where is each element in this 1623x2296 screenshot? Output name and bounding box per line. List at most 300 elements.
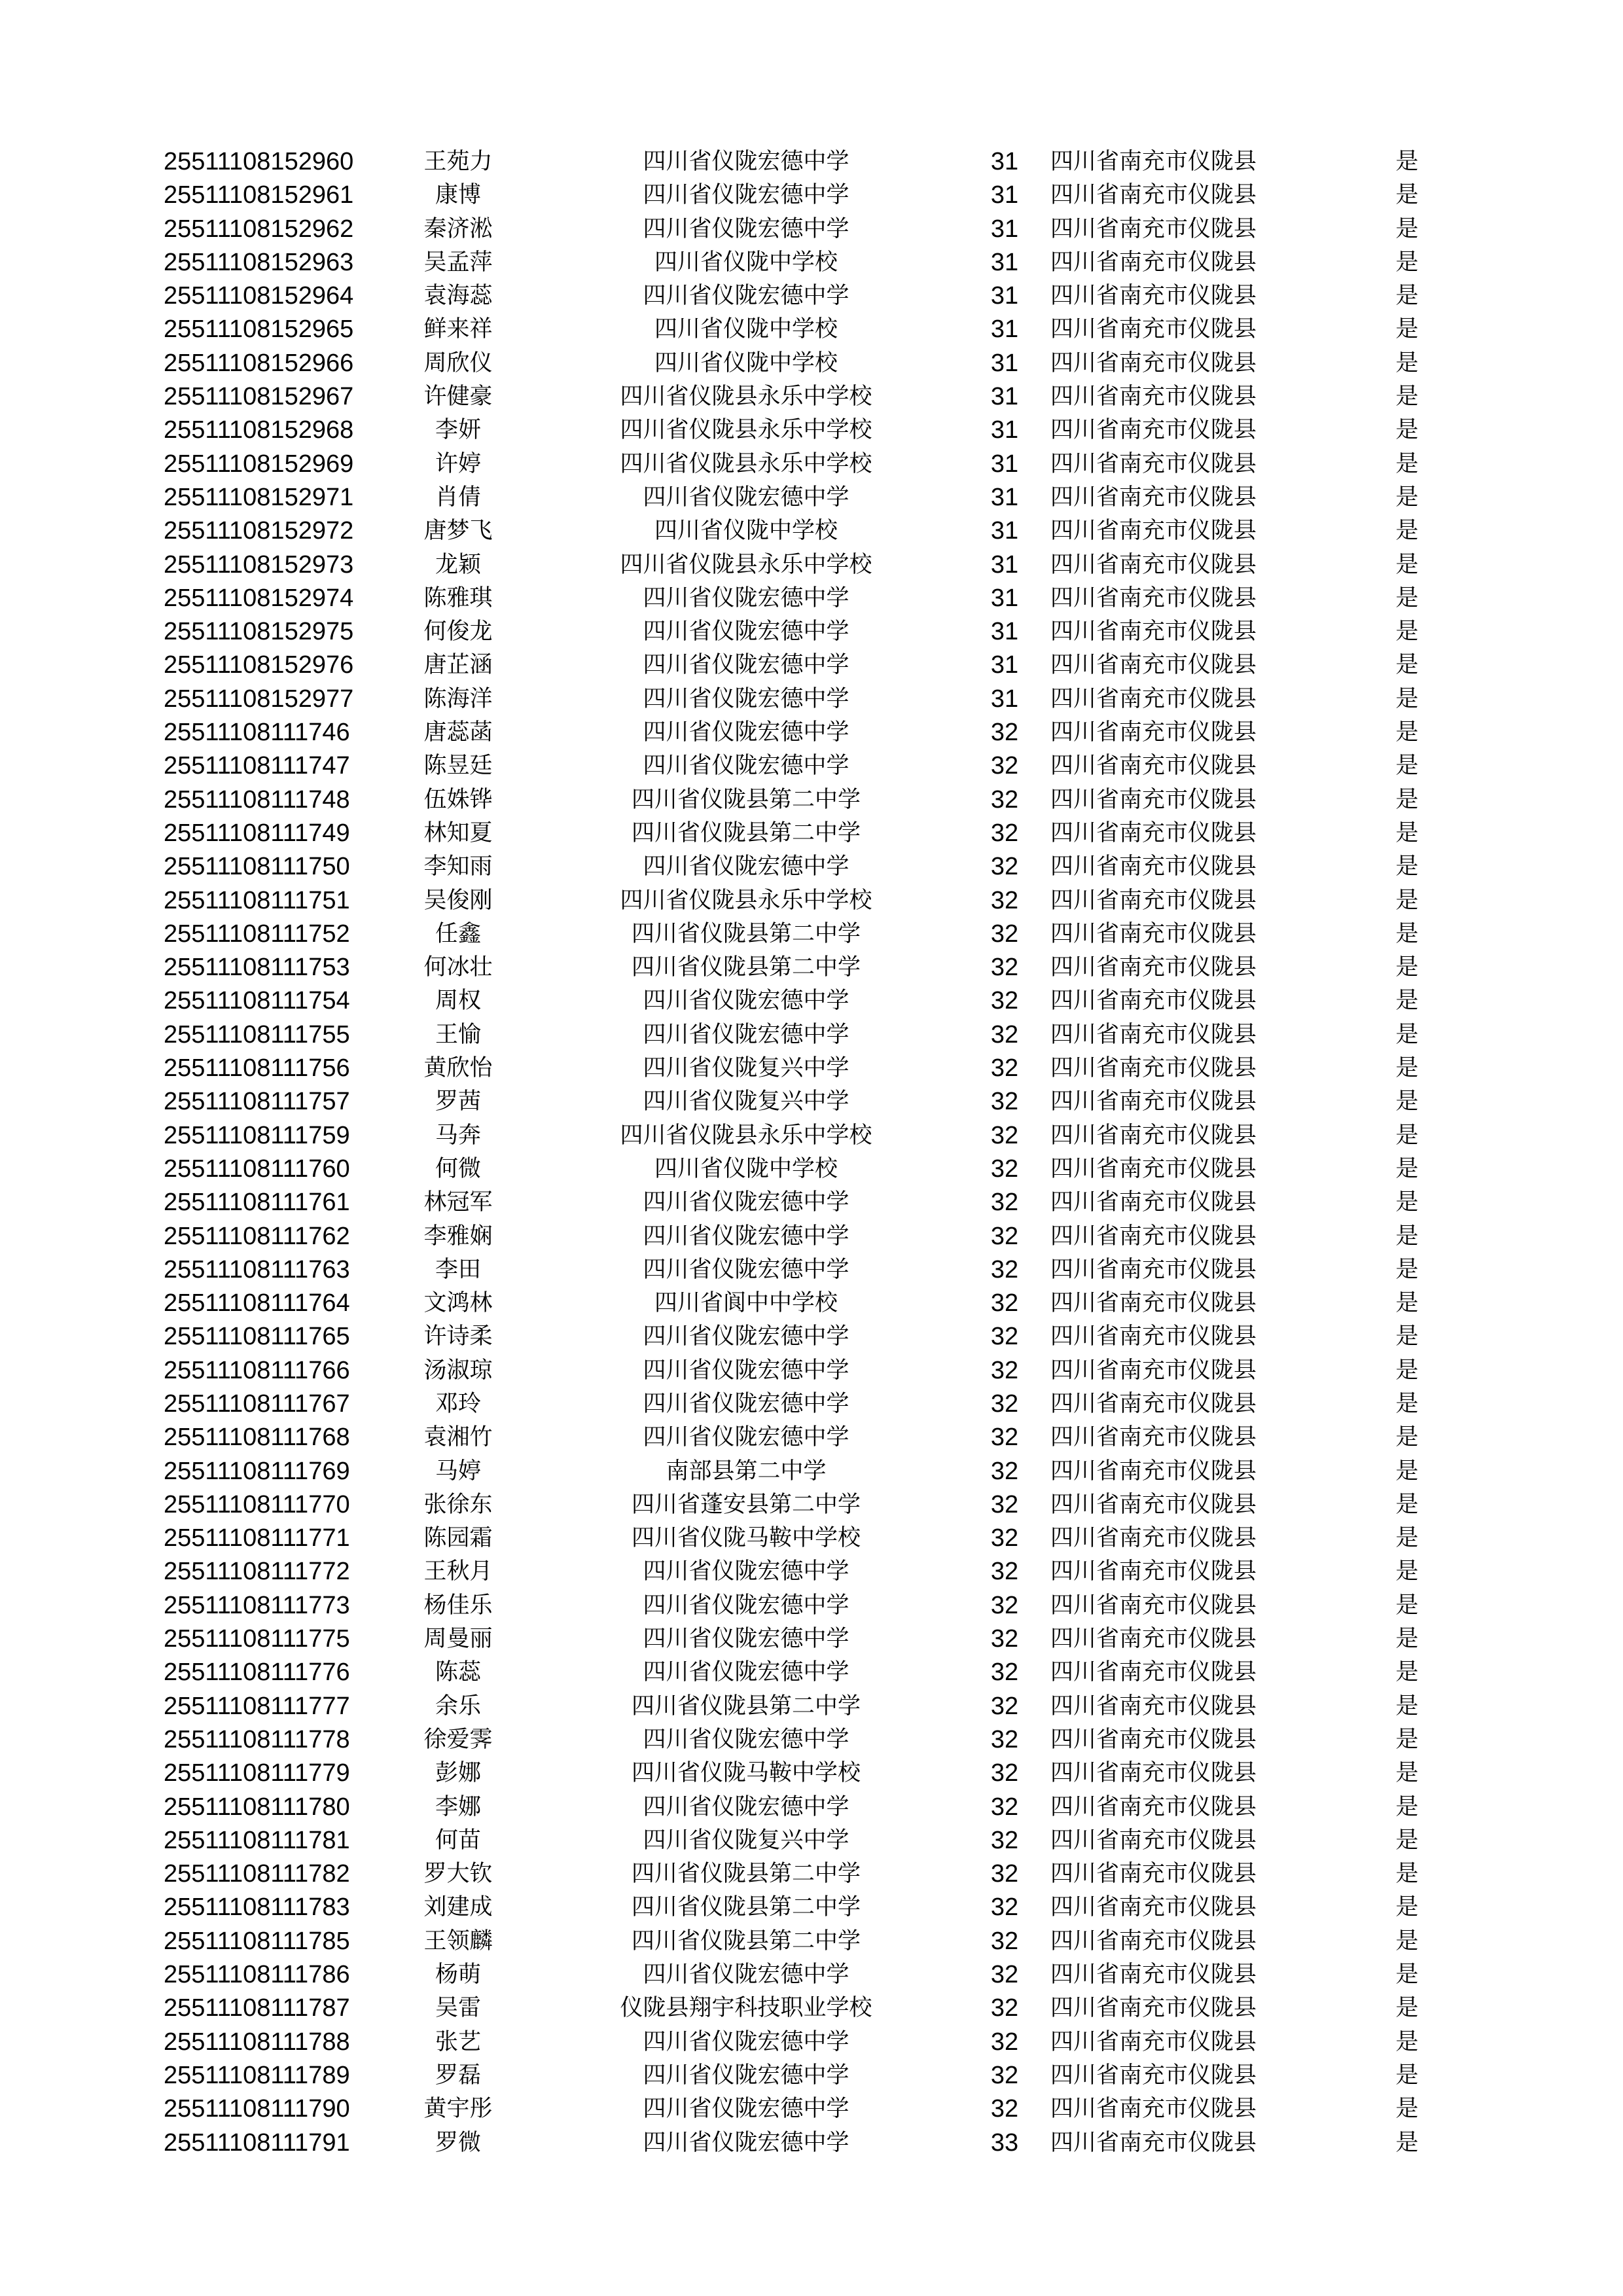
student-name-cell: 伍姝铧 (423, 786, 493, 813)
status-flag-cell: 是 (1395, 1558, 1419, 1585)
exam-number-cell: 25511108111750 (164, 853, 350, 881)
table-row (0, 951, 1623, 984)
region-cell: 四川省南充市仪陇县 (1050, 1962, 1257, 1988)
student-name-cell: 王愉 (435, 1021, 481, 1048)
rank-value-cell: 32 (990, 1524, 1019, 1552)
student-name-cell: 李知雨 (423, 853, 493, 880)
school-name-cell: 四川省仪陇中学校 (654, 249, 838, 276)
school-name-cell: 四川省仪陇县第二中学 (631, 1861, 861, 1888)
school-name-cell: 四川省仪陇宏德中学 (643, 1962, 849, 1988)
table-row (0, 1388, 1623, 1421)
student-name-cell: 周权 (435, 988, 481, 1014)
exam-number-cell: 25511108111765 (164, 1323, 350, 1351)
region-cell: 四川省南充市仪陇县 (1050, 1726, 1257, 1753)
student-name-cell: 马婷 (435, 1458, 481, 1484)
table-row (0, 1253, 1623, 1287)
exam-number-cell: 25511108111775 (164, 1625, 350, 1653)
region-cell: 四川省南充市仪陇县 (1050, 2028, 1257, 2055)
region-cell: 四川省南充市仪陇县 (1050, 652, 1257, 679)
table-row (0, 1522, 1623, 1555)
student-list-table (0, 145, 1623, 2160)
rank-value-cell: 32 (990, 1893, 1019, 1922)
region-cell: 四川省南充市仪陇县 (1050, 249, 1257, 276)
rank-value-cell: 32 (990, 1189, 1019, 1217)
student-name-cell: 李娜 (435, 1793, 481, 1820)
school-name-cell: 四川省仪陇中学校 (654, 518, 838, 545)
status-flag-cell: 是 (1395, 753, 1419, 780)
exam-number-cell: 25511108152971 (164, 483, 354, 511)
school-name-cell: 四川省仪陇宏德中学 (643, 988, 849, 1014)
region-cell: 四川省南充市仪陇县 (1050, 1626, 1257, 1653)
status-flag-cell: 是 (1395, 1357, 1419, 1384)
student-name-cell: 王秋月 (423, 1558, 493, 1585)
exam-number-cell: 25511108111791 (164, 2128, 350, 2157)
school-name-cell: 四川省仪陇宏德中学 (643, 1626, 849, 1653)
status-flag-cell: 是 (1395, 1726, 1419, 1753)
exam-number-cell: 25511108152967 (164, 383, 354, 411)
student-name-cell: 黄宇彤 (423, 2096, 493, 2123)
table-row (0, 1723, 1623, 1757)
rank-value-cell: 31 (990, 248, 1019, 276)
rank-value-cell: 32 (990, 853, 1019, 881)
student-name-cell: 唐芷涵 (423, 652, 493, 679)
school-name-cell: 四川省仪陇宏德中学 (643, 2062, 849, 2089)
region-cell: 四川省南充市仪陇县 (1050, 1525, 1257, 1552)
school-name-cell: 四川省仪陇宏德中学 (643, 484, 849, 511)
region-cell: 四川省南充市仪陇县 (1050, 551, 1257, 578)
school-name-cell: 四川省仪陇宏德中学 (643, 1592, 849, 1619)
status-flag-cell: 是 (1395, 551, 1419, 578)
student-name-cell: 何微 (435, 1155, 481, 1182)
status-flag-cell: 是 (1395, 1894, 1419, 1921)
rank-value-cell: 32 (990, 1289, 1019, 1318)
status-flag-cell: 是 (1395, 484, 1419, 511)
student-name-cell: 汤淑琼 (423, 1357, 493, 1384)
region-cell: 四川省南充市仪陇县 (1050, 1659, 1257, 1686)
exam-number-cell: 25511108152974 (164, 584, 354, 612)
exam-number-cell: 25511108111770 (164, 1490, 350, 1518)
table-row (0, 1455, 1623, 1488)
student-name-cell: 余乐 (435, 1693, 481, 1719)
school-name-cell: 四川省仪陇宏德中学 (643, 215, 849, 242)
table-row (0, 1857, 1623, 1891)
status-flag-cell: 是 (1395, 182, 1419, 209)
exam-number-cell: 25511108111761 (164, 1189, 350, 1217)
school-name-cell: 四川省仪陇县永乐中学校 (620, 551, 872, 578)
school-name-cell: 四川省仪陇复兴中学 (643, 1055, 849, 1082)
rank-value-cell: 31 (990, 349, 1019, 377)
student-name-cell: 龙颖 (435, 551, 481, 578)
rank-value-cell: 32 (990, 1725, 1019, 1753)
exam-number-cell: 25511108111759 (164, 1121, 350, 1149)
region-cell: 四川省南充市仪陇县 (1050, 753, 1257, 780)
student-name-cell: 周欣仪 (423, 350, 493, 376)
exam-number-cell: 25511108111771 (164, 1524, 350, 1552)
student-name-cell: 陈昱廷 (423, 753, 493, 780)
exam-number-cell: 25511108152969 (164, 450, 354, 478)
status-flag-cell: 是 (1395, 1525, 1419, 1552)
school-name-cell: 四川省仪陇宏德中学 (643, 1021, 849, 1048)
school-name-cell: 四川省仪陇县永乐中学校 (620, 384, 872, 410)
exam-number-cell: 25511108111769 (164, 1457, 350, 1485)
table-row (0, 1153, 1623, 1186)
exam-number-cell: 25511108111776 (164, 1659, 350, 1687)
student-name-cell: 林冠军 (423, 1189, 493, 1216)
rank-value-cell: 31 (990, 383, 1019, 411)
table-row (0, 279, 1623, 313)
region-cell: 四川省南充市仪陇县 (1050, 2129, 1257, 2156)
table-row (0, 683, 1623, 716)
table-row (0, 1052, 1623, 1085)
region-cell: 四川省南充市仪陇县 (1050, 1995, 1257, 2022)
student-name-cell: 罗茜 (435, 1088, 481, 1115)
table-row (0, 414, 1623, 447)
region-cell: 四川省南充市仪陇县 (1050, 1088, 1257, 1115)
rank-value-cell: 32 (990, 1591, 1019, 1619)
school-name-cell: 四川省仪陇宏德中学 (643, 182, 849, 209)
status-flag-cell: 是 (1395, 350, 1419, 376)
table-row (0, 145, 1623, 179)
student-name-cell: 罗大钦 (423, 1861, 493, 1888)
school-name-cell: 四川省仪陇宏德中学 (643, 853, 849, 880)
status-flag-cell: 是 (1395, 652, 1419, 679)
region-cell: 四川省南充市仪陇县 (1050, 920, 1257, 947)
student-name-cell: 许诗柔 (423, 1323, 493, 1350)
school-name-cell: 四川省仪陇宏德中学 (643, 1357, 849, 1384)
rank-value-cell: 32 (990, 1793, 1019, 1821)
status-flag-cell: 是 (1395, 1256, 1419, 1283)
region-cell: 四川省南充市仪陇县 (1050, 887, 1257, 914)
rank-value-cell: 32 (990, 2061, 1019, 2089)
table-row (0, 1958, 1623, 1992)
student-name-cell: 文鸿林 (423, 1290, 493, 1317)
exam-number-cell: 25511108152962 (164, 215, 354, 243)
exam-number-cell: 25511108111762 (164, 1222, 350, 1250)
student-name-cell: 邓玲 (435, 1390, 481, 1417)
status-flag-cell: 是 (1395, 316, 1419, 343)
rank-value-cell: 31 (990, 215, 1019, 243)
student-name-cell: 马奔 (435, 1122, 481, 1149)
region-cell: 四川省南充市仪陇县 (1050, 1021, 1257, 1048)
region-cell: 四川省南充市仪陇县 (1050, 988, 1257, 1014)
school-name-cell: 四川省仪陇宏德中学 (643, 149, 849, 175)
region-cell: 四川省南充市仪陇县 (1050, 417, 1257, 444)
status-flag-cell: 是 (1395, 819, 1419, 846)
status-flag-cell: 是 (1395, 619, 1419, 645)
region-cell: 四川省南充市仪陇县 (1050, 1928, 1257, 1954)
table-row (0, 1791, 1623, 1824)
exam-number-cell: 25511108111787 (164, 1994, 350, 2022)
exam-number-cell: 25511108111755 (164, 1020, 350, 1049)
exam-number-cell: 25511108152966 (164, 349, 354, 377)
table-row (0, 1992, 1623, 2025)
student-name-cell: 李妍 (435, 417, 481, 444)
status-flag-cell: 是 (1395, 1793, 1419, 1820)
status-flag-cell: 是 (1395, 1155, 1419, 1182)
status-flag-cell: 是 (1395, 853, 1419, 880)
region-cell: 四川省南充市仪陇县 (1050, 1223, 1257, 1249)
school-name-cell: 四川省仪陇宏德中学 (643, 1793, 849, 1820)
rank-value-cell: 32 (990, 1826, 1019, 1854)
region-cell: 四川省南充市仪陇县 (1050, 1793, 1257, 1820)
region-cell: 四川省南充市仪陇县 (1050, 1458, 1257, 1484)
exam-number-cell: 25511108111752 (164, 920, 350, 948)
table-row (0, 649, 1623, 682)
status-flag-cell: 是 (1395, 1827, 1419, 1854)
student-name-cell: 鲜来祥 (423, 316, 493, 343)
table-row (0, 246, 1623, 279)
student-name-cell: 任鑫 (435, 920, 481, 947)
school-name-cell: 四川省仪陇宏德中学 (643, 652, 849, 679)
exam-number-cell: 25511108111782 (164, 1860, 350, 1888)
table-row (0, 1119, 1623, 1153)
student-name-cell: 吴孟萍 (423, 249, 493, 276)
region-cell: 四川省南充市仪陇县 (1050, 1256, 1257, 1283)
rank-value-cell: 32 (990, 1255, 1019, 1283)
status-flag-cell: 是 (1395, 1693, 1419, 1719)
status-flag-cell: 是 (1395, 518, 1419, 545)
student-name-cell: 吴俊刚 (423, 887, 493, 914)
student-name-cell: 康博 (435, 182, 481, 209)
region-cell: 四川省南充市仪陇县 (1050, 1055, 1257, 1082)
student-name-cell: 吴雷 (435, 1995, 481, 2022)
region-cell: 四川省南充市仪陇县 (1050, 1357, 1257, 1384)
exam-number-cell: 25511108152972 (164, 517, 354, 545)
region-cell: 四川省南充市仪陇县 (1050, 1323, 1257, 1350)
table-row (0, 1589, 1623, 1623)
region-cell: 四川省南充市仪陇县 (1050, 1861, 1257, 1888)
rank-value-cell: 32 (990, 1088, 1019, 1116)
rank-value-cell: 32 (990, 1692, 1019, 1720)
status-flag-cell: 是 (1395, 1189, 1419, 1216)
school-name-cell: 四川省仪陇县永乐中学校 (620, 887, 872, 914)
region-cell: 四川省南充市仪陇县 (1050, 1390, 1257, 1417)
table-row (0, 1891, 1623, 1924)
region-cell: 四川省南充市仪陇县 (1050, 316, 1257, 343)
table-row (0, 918, 1623, 951)
school-name-cell: 四川省仪陇中学校 (654, 350, 838, 376)
rank-value-cell: 32 (990, 1390, 1019, 1418)
table-row (0, 2059, 1623, 2092)
table-row (0, 313, 1623, 346)
school-name-cell: 四川省仪陇宏德中学 (643, 584, 849, 611)
school-name-cell: 四川省仪陇县永乐中学校 (620, 450, 872, 477)
table-row (0, 179, 1623, 212)
rank-value-cell: 32 (990, 1323, 1019, 1351)
rank-value-cell: 32 (990, 1356, 1019, 1384)
rank-value-cell: 32 (990, 954, 1019, 982)
region-cell: 四川省南充市仪陇县 (1050, 2062, 1257, 2089)
status-flag-cell: 是 (1395, 1928, 1419, 1954)
exam-number-cell: 25511108111777 (164, 1692, 350, 1720)
table-row (0, 582, 1623, 615)
student-name-cell: 许健豪 (423, 384, 493, 410)
table-row (0, 749, 1623, 783)
region-cell: 四川省南充市仪陇县 (1050, 182, 1257, 209)
table-row (0, 380, 1623, 414)
school-name-cell: 四川省仪陇复兴中学 (643, 1827, 849, 1854)
exam-number-cell: 25511108111781 (164, 1826, 350, 1854)
region-cell: 四川省南充市仪陇县 (1050, 1189, 1257, 1216)
exam-number-cell: 25511108111773 (164, 1591, 350, 1619)
rank-value-cell: 31 (990, 181, 1019, 209)
table-row (0, 1186, 1623, 1219)
student-name-cell: 李雅娴 (423, 1223, 493, 1249)
rank-value-cell: 31 (990, 315, 1019, 344)
region-cell: 四川省南充市仪陇县 (1050, 484, 1257, 511)
student-name-cell: 黄欣怡 (423, 1055, 493, 1082)
status-flag-cell: 是 (1395, 1424, 1419, 1451)
student-name-cell: 陈蕊 (435, 1659, 481, 1686)
school-name-cell: 四川省仪陇宏德中学 (643, 719, 849, 746)
student-name-cell: 王领麟 (423, 1928, 493, 1954)
rank-value-cell: 31 (990, 282, 1019, 310)
region-cell: 四川省南充市仪陇县 (1050, 2096, 1257, 2123)
region-cell: 四川省南充市仪陇县 (1050, 819, 1257, 846)
school-name-cell: 四川省仪陇宏德中学 (643, 283, 849, 310)
status-flag-cell: 是 (1395, 920, 1419, 947)
table-row (0, 850, 1623, 884)
region-cell: 四川省南充市仪陇县 (1050, 1827, 1257, 1854)
rank-value-cell: 32 (990, 1927, 1019, 1955)
school-name-cell: 四川省仪陇宏德中学 (643, 1558, 849, 1585)
exam-number-cell: 25511108111753 (164, 954, 350, 982)
status-flag-cell: 是 (1395, 1861, 1419, 1888)
rank-value-cell: 31 (990, 416, 1019, 444)
status-flag-cell: 是 (1395, 1659, 1419, 1686)
exam-number-cell: 25511108111766 (164, 1356, 350, 1384)
school-name-cell: 四川省仪陇县第二中学 (631, 1693, 861, 1719)
school-name-cell: 四川省仪陇宏德中学 (643, 1256, 849, 1283)
region-cell: 四川省南充市仪陇县 (1050, 283, 1257, 310)
region-cell: 四川省南充市仪陇县 (1050, 786, 1257, 813)
exam-number-cell: 25511108152963 (164, 248, 354, 276)
student-name-cell: 何俊龙 (423, 619, 493, 645)
school-name-cell: 四川省仪陇宏德中学 (643, 1726, 849, 1753)
student-name-cell: 周曼丽 (423, 1626, 493, 1653)
rank-value-cell: 31 (990, 584, 1019, 612)
table-row (0, 213, 1623, 246)
status-flag-cell: 是 (1395, 417, 1419, 444)
student-name-cell: 张艺 (435, 2028, 481, 2055)
exam-number-cell: 25511108152968 (164, 416, 354, 444)
exam-number-cell: 25511108111754 (164, 987, 350, 1015)
status-flag-cell: 是 (1395, 1592, 1419, 1619)
student-name-cell: 罗磊 (435, 2062, 481, 2089)
status-flag-cell: 是 (1395, 1021, 1419, 1048)
school-name-cell: 四川省仪陇复兴中学 (643, 1088, 849, 1115)
region-cell: 四川省南充市仪陇县 (1050, 1290, 1257, 1317)
rank-value-cell: 31 (990, 550, 1019, 579)
rank-value-cell: 31 (990, 148, 1019, 175)
status-flag-cell: 是 (1395, 1390, 1419, 1417)
exam-number-cell: 25511108111788 (164, 2028, 350, 2056)
rank-value-cell: 32 (990, 1222, 1019, 1250)
status-flag-cell: 是 (1395, 283, 1419, 310)
status-flag-cell: 是 (1395, 1088, 1419, 1115)
rank-value-cell: 32 (990, 1490, 1019, 1518)
exam-number-cell: 25511108111767 (164, 1390, 350, 1418)
status-flag-cell: 是 (1395, 1223, 1419, 1249)
table-row (0, 1757, 1623, 1790)
rank-value-cell: 32 (990, 752, 1019, 780)
table-row (0, 2026, 1623, 2059)
exam-number-cell: 25511108111748 (164, 785, 350, 814)
student-name-cell: 陈园霜 (423, 1525, 493, 1552)
status-flag-cell: 是 (1395, 1323, 1419, 1350)
rank-value-cell: 32 (990, 1424, 1019, 1452)
rank-value-cell: 32 (990, 987, 1019, 1015)
exam-number-cell: 25511108152977 (164, 685, 354, 713)
student-name-cell: 袁湘竹 (423, 1424, 493, 1451)
exam-number-cell: 25511108111783 (164, 1893, 350, 1922)
rank-value-cell: 32 (990, 1020, 1019, 1049)
student-name-cell: 王苑力 (423, 149, 493, 175)
rank-value-cell: 32 (990, 1457, 1019, 1485)
region-cell: 四川省南充市仪陇县 (1050, 1894, 1257, 1921)
rank-value-cell: 32 (990, 785, 1019, 814)
status-flag-cell: 是 (1395, 2062, 1419, 2089)
table-row (0, 1354, 1623, 1388)
student-name-cell: 秦济淞 (423, 215, 493, 242)
rank-value-cell: 32 (990, 920, 1019, 948)
region-cell: 四川省南充市仪陇县 (1050, 853, 1257, 880)
rank-value-cell: 32 (990, 1155, 1019, 1183)
rank-value-cell: 31 (990, 685, 1019, 713)
school-name-cell: 四川省仪陇中学校 (654, 316, 838, 343)
status-flag-cell: 是 (1395, 887, 1419, 914)
table-row (0, 884, 1623, 918)
exam-number-cell: 25511108152973 (164, 550, 354, 579)
school-name-cell: 四川省仪陇马鞍中学校 (631, 1760, 861, 1787)
rank-value-cell: 32 (990, 2095, 1019, 2123)
status-flag-cell: 是 (1395, 954, 1419, 981)
rank-value-cell: 32 (990, 1860, 1019, 1888)
student-name-cell: 唐梦飞 (423, 518, 493, 545)
table-row (0, 2126, 1623, 2160)
exam-number-cell: 25511108111746 (164, 719, 350, 747)
rank-value-cell: 32 (990, 1961, 1019, 1989)
exam-number-cell: 25511108111780 (164, 1793, 350, 1821)
status-flag-cell: 是 (1395, 1458, 1419, 1484)
status-flag-cell: 是 (1395, 1995, 1419, 2022)
table-row (0, 548, 1623, 582)
status-flag-cell: 是 (1395, 450, 1419, 477)
student-name-cell: 唐蕊菡 (423, 719, 493, 746)
exam-number-cell: 25511108111785 (164, 1927, 350, 1955)
table-row (0, 2092, 1623, 2126)
table-row (0, 817, 1623, 850)
status-flag-cell: 是 (1395, 149, 1419, 175)
student-name-cell: 何冰壮 (423, 954, 493, 981)
exam-number-cell: 25511108152965 (164, 315, 354, 344)
exam-number-cell: 25511108111751 (164, 886, 350, 914)
region-cell: 四川省南充市仪陇县 (1050, 719, 1257, 746)
table-row (0, 716, 1623, 749)
status-flag-cell: 是 (1395, 1491, 1419, 1518)
exam-number-cell: 25511108111772 (164, 1558, 350, 1586)
region-cell: 四川省南充市仪陇县 (1050, 350, 1257, 376)
status-flag-cell: 是 (1395, 1962, 1419, 1988)
exam-number-cell: 25511108111747 (164, 752, 350, 780)
school-name-cell: 四川省仪陇中学校 (654, 1155, 838, 1182)
exam-number-cell: 25511108152976 (164, 651, 354, 679)
region-cell: 四川省南充市仪陇县 (1050, 619, 1257, 645)
exam-number-cell: 25511108111789 (164, 2061, 350, 2089)
rank-value-cell: 32 (990, 1659, 1019, 1687)
exam-number-cell: 25511108111764 (164, 1289, 350, 1318)
exam-number-cell: 25511108111778 (164, 1725, 350, 1753)
